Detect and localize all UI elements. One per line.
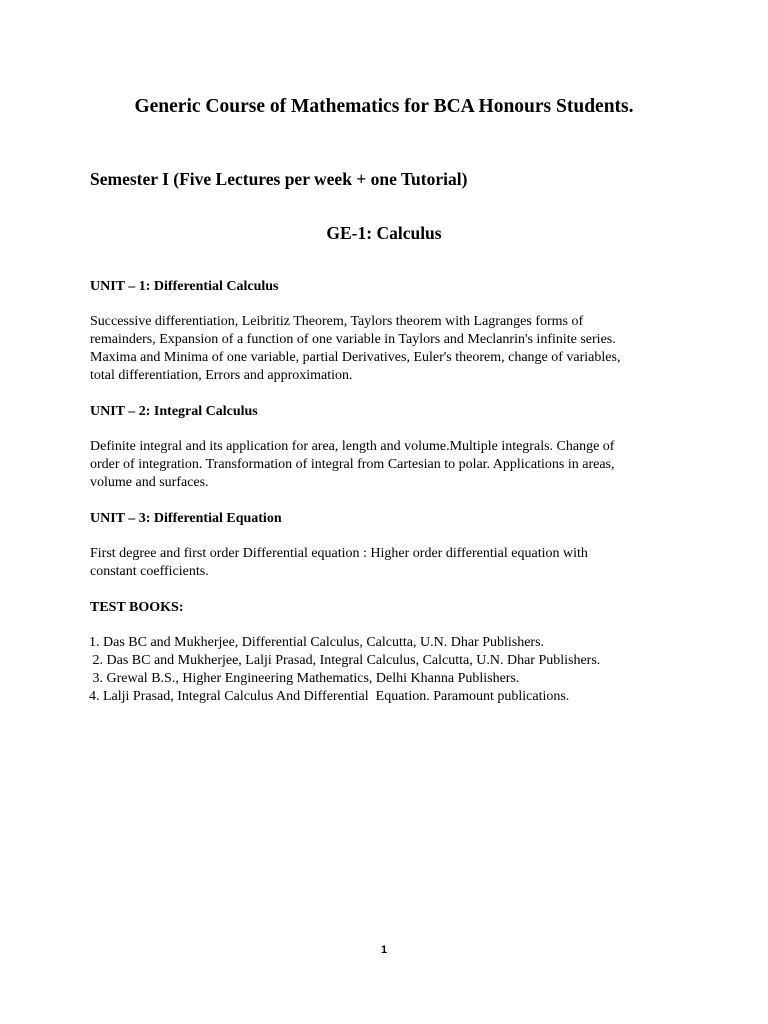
page-number: 1 — [380, 944, 388, 956]
book-item: 4. Lalji Prasad, Integral Calculus And Differential Equation. Paramount publications. — [89, 689, 570, 704]
unit-1-line: Successive differentiation, Leibritiz Theorem, Taylors theorem with Lagranges forms of — [90, 314, 584, 329]
text-books-list — [89, 634, 600, 706]
document-title: Generic Course of Mathematics for BCA Honours Students. — [134, 96, 634, 117]
unit-3-description — [90, 545, 690, 581]
unit-1-line: Maxima and Minima of one variable, partial Derivatives, Euler's theorem, change of variables, — [90, 350, 621, 365]
unit-1-line: total differentiation, Errors and approximation. — [90, 368, 353, 383]
course-code-heading: GE-1: Calculus — [326, 223, 442, 243]
unit-3-line: First degree and first order Differential equation : Higher order differential equation with — [90, 546, 588, 561]
unit-3-heading: UNIT – 3: Differential Equation — [90, 511, 282, 526]
unit-3-line: constant coefficients. — [90, 564, 209, 579]
unit-2-line: volume and surfaces. — [90, 475, 209, 490]
semester-heading: Semester I (Five Lectures per week + one Tutorial) — [90, 169, 468, 189]
unit-2-heading: UNIT – 2: Integral Calculus — [90, 404, 258, 419]
unit-1-heading: UNIT – 1: Differential Calculus — [90, 279, 279, 294]
unit-1-description — [90, 313, 690, 385]
unit-2-line: order of integration. Transformation of integral from Cartesian to polar. Applications in areas, — [90, 457, 615, 472]
unit-2-line: Definite integral and its application for area, length and volume.Multiple integrals. Change of — [90, 439, 615, 454]
unit-2-description — [90, 438, 690, 492]
book-item: 1. Das BC and Mukherjee, Differential Calculus, Calcutta, U.N. Dhar Publishers. — [89, 635, 545, 650]
book-item: 2. Das BC and Mukherjee, Lalji Prasad, Integral Calculus, Calcutta, U.N. Dhar Publishers. — [89, 653, 601, 668]
text-books-heading: TEST BOOKS: — [90, 600, 184, 615]
book-item: 3. Grewal B.S., Higher Engineering Mathematics, Delhi Khanna Publishers. — [89, 671, 520, 686]
unit-1-line: remainders, Expansion of a function of one variable in Taylors and Meclanrin's infinite series. — [90, 332, 616, 347]
